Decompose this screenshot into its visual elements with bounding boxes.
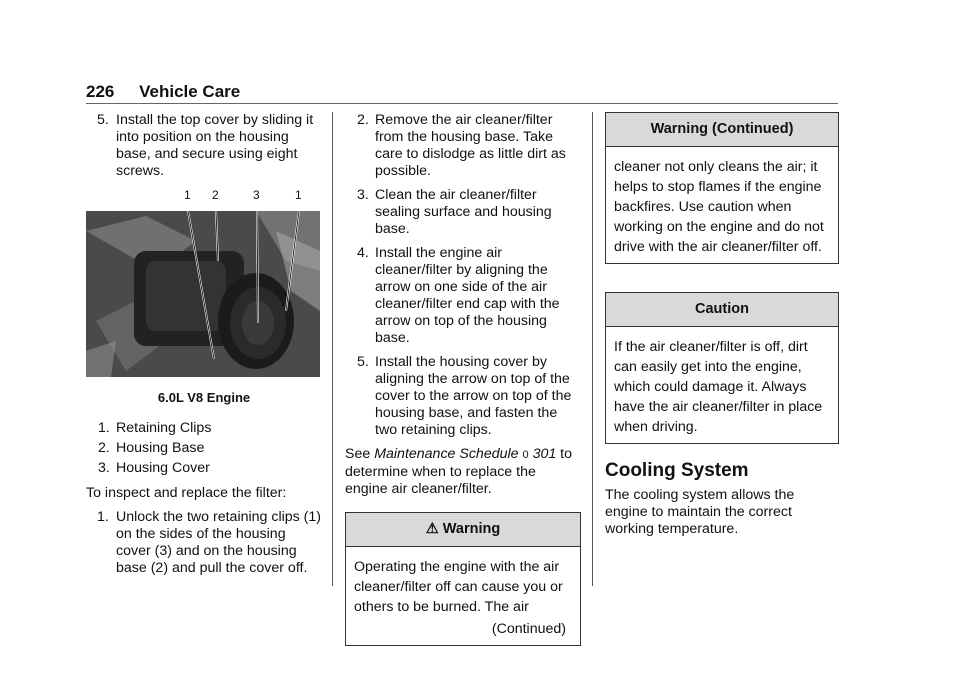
cooling-system-heading: Cooling System — [605, 460, 749, 481]
warning-body: Operating the engine with the air cleaner/filter off can cause you or others to be burned. The air — [354, 559, 563, 615]
step-5-top-cover: 5. Install the top cover by sliding it into position on the housing base, and secure using eight screws. — [97, 112, 314, 179]
callout-1: 1 — [184, 188, 191, 202]
legend-item: 2. Housing Base — [98, 440, 205, 456]
column-divider-1 — [332, 112, 333, 586]
maintenance-schedule-link[interactable]: Maintenance Schedule — [374, 446, 519, 462]
step-3-clean-surface: 3. Clean the air cleaner/filter sealing surface and housing base. — [357, 187, 552, 237]
warning-icon: ⚠ — [425, 521, 439, 537]
column-1 — [86, 112, 322, 584]
figure-legend — [86, 420, 322, 477]
column-divider-2 — [592, 112, 593, 586]
step-5-install-cover: 5. Install the housing cover by aligning the arrow on top of the cover to the arrow on top of the housing base, and fasten the two retaining clips. — [357, 354, 572, 438]
warning-box — [345, 512, 581, 646]
page-ref-number[interactable]: 301 — [532, 446, 557, 462]
header-rule — [86, 103, 838, 104]
callout-leader-lines — [86, 211, 320, 377]
step-1-unlock-clips: 1. Unlock the two retaining clips (1) on the sides of the housing cover (3) and on the housing base (2) and pull the cover off. — [97, 509, 322, 576]
page-header — [86, 82, 240, 102]
page-ref-symbol: 0 — [522, 449, 529, 461]
warning-continued-header: Warning (Continued) — [606, 113, 838, 147]
figure-caption: 6.0L V8 Engine — [157, 390, 251, 405]
column-2 — [345, 112, 581, 652]
column-3 — [605, 112, 839, 545]
warning-continued-box — [605, 112, 839, 264]
cooling-system-text: The cooling system allows the engine to maintain the correct working temperature. — [605, 487, 795, 537]
callout-4: 1 — [295, 188, 302, 202]
callout-3: 3 — [253, 188, 260, 202]
see-reference: See Maintenance Schedule 0 301 to determine when to replace the engine air cleaner/filter. — [345, 446, 573, 497]
step-4-install-filter: 4. Install the engine air cleaner/filter by aligning the arrow on one side of the air cleaner/filter end cap with the arrow on top of the housing base. — [357, 245, 560, 346]
inspect-intro: To inspect and replace the filter: — [86, 485, 287, 501]
section-title: Vehicle Care — [139, 82, 241, 101]
engine-photo — [86, 211, 320, 377]
page-number: 226 — [86, 82, 115, 101]
legend-item: 3. Housing Cover — [98, 460, 210, 476]
step-2-remove-filter: 2. Remove the air cleaner/filter from the housing base. Take care to dislodge as little dirt as possible. — [357, 112, 566, 179]
caution-header: Caution — [606, 293, 838, 327]
warning-header: ⚠ Warning — [346, 513, 580, 547]
callout-2: 2 — [212, 188, 219, 202]
caution-body: If the air cleaner/filter is off, dirt can easily get into the engine, which could damage it. Always have the air cleaner/filter in place when driving. — [614, 339, 823, 435]
engine-figure — [86, 187, 320, 383]
caution-box — [605, 292, 839, 444]
warning-continued-body: cleaner not only cleans the air; it helps to stop flames if the engine backfires. Use caution when working on the engine and do not drive with the air cleaner/filter off. — [614, 159, 824, 255]
legend-item: 1. Retaining Clips — [98, 420, 212, 436]
continued-label: (Continued) — [491, 621, 566, 637]
